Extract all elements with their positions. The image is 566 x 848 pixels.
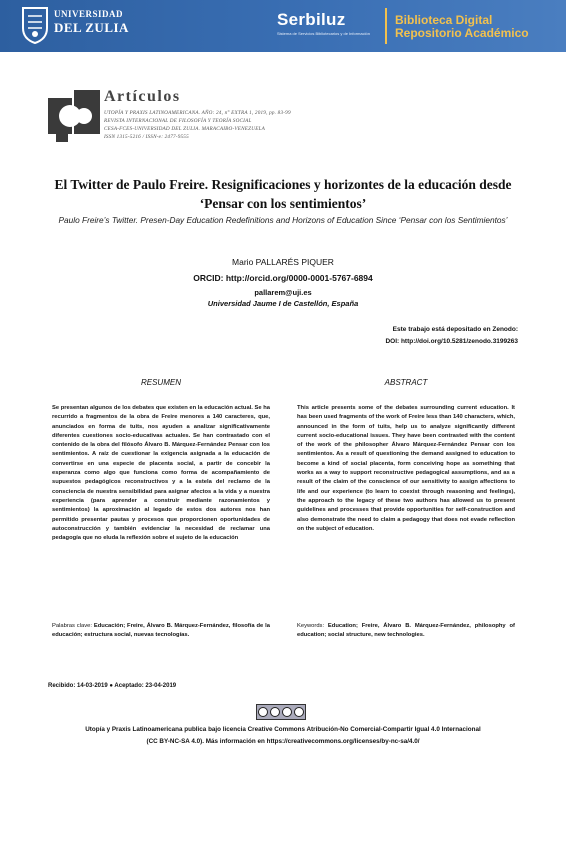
author-institution: Universidad Jaume I de Castellón, España — [207, 299, 359, 308]
article-subtitle: Paulo Freire’s Twitter. Presen-Day Education Redefinitions and Horizons of Education Since ‘Pensar con los Sentimientos’ — [58, 215, 508, 225]
doi-link[interactable]: DOI: http://doi.org/10.5281/zenodo.3199263 — [385, 338, 518, 345]
university-crest-icon — [20, 6, 50, 44]
keywords-text: Education; Freire, Álvaro B. Márquez-Fernández, philosophy of education; social structure, new technologies. — [297, 623, 515, 639]
university-line1: UNIVERSIDAD — [54, 9, 124, 19]
sa-icon — [294, 707, 304, 717]
article-title: El Twitter de Paulo Freire. Resignificaciones y horizontes de la educación desde ‘Pensar con los sentimientos’ — [54, 177, 512, 211]
journal-logo-icon — [48, 90, 100, 142]
deposit-info — [385, 324, 518, 348]
keywords-text: Educación; Freire, Álvaro B. Márquez-Fernández, filosofía de la educación; estructura social, nuevas tecnologías. — [52, 623, 270, 639]
license-line: Utopía y Praxis Latinoamericana publica bajo licencia Creative Commons Atribución-No Comercial-Compartir Igual 4.0 Internacional — [85, 726, 481, 733]
serbiluz-logo — [277, 10, 377, 36]
university-line2: DEL ZULIA — [54, 20, 129, 35]
keywords-label: Palabras clave: — [52, 623, 92, 629]
biblioteca-line1: Biblioteca Digital — [395, 13, 493, 27]
author-name: Mario PALLARÉS PIQUER — [232, 257, 334, 267]
author-email-link[interactable]: pallarem@uji.es — [254, 288, 312, 297]
journal-line: REVISTA INTERNACIONAL DE FILOSOFÍA Y TEORÍA SOCIAL — [104, 118, 252, 124]
by-icon — [270, 707, 280, 717]
journal-line: ISSN 1315-5216 / ISSN-e: 2477-9555 — [104, 134, 189, 140]
serbiluz-name: Serbiluz — [277, 10, 346, 29]
abstract-keywords — [297, 622, 515, 641]
deposit-line: Este trabajo está depositado en Zenodo: — [392, 326, 518, 333]
author-orcid-link[interactable]: ORCID: http://orcid.org/0000-0001-5767-6894 — [193, 273, 373, 283]
creative-commons-icon[interactable] — [256, 704, 306, 720]
journal-line: CESA-FCES-UNIVERSIDAD DEL ZULIA. MARACAIBO-VENEZUELA — [104, 126, 266, 132]
section-title: Artículos — [104, 88, 181, 105]
license-link[interactable]: (CC BY-NC-SA 4.0). Más información en https://creativecommons.org/licenses/by-nc-sa/4.0/ — [146, 738, 420, 745]
journal-line: UTOPÍA Y PRAXIS LATINOAMERICANA. AÑO: 24, n° EXTRA 1, 2019, pp. 83-99 — [104, 110, 291, 116]
resumen-body: Se presentan algunos de los debates que existen en la educación actual. Se ha recurrido a fragmentos de la obra de Freire menores a 140 caracteres, que, anunciados en forma de tuits, nos ayuden a analizar significativamente diferentes cuestiones socio-educativas actuales. Se han contrastado con el contenido de la obra del filósofo Álvaro B. Márquez-Fernández Pensar con los sentimientos. A raíz de cuestionar la exigencia asignada a la educación de convertirse en una especie de placenta social, a partir de concebir la esperanza como algo que funciona como forma de acompañamiento de supuestos pedagógicos reconstructivos y a la estela del reclamo de la consciencia de nuestra sensibilidad para asignar afectos a la vida y a nuestra experiencia (para aprender a construir mediante razonamientos y sentimientos) la aproximación al legado de estos dos autores nos han permitido presentar pautas y procesos que proporcionen oportunidades de autoconstrucción y también evidenciar la necesidad de reclamar una pedagogía que no eluda la reflexión sobre el sujeto de la educación — [52, 405, 270, 542]
license-text — [40, 724, 526, 748]
banner-divider — [385, 8, 387, 44]
resumen-column — [52, 378, 270, 543]
biblioteca-digital-label — [395, 14, 529, 40]
header-banner — [0, 0, 566, 52]
cc-icon — [258, 707, 268, 717]
keywords-label: Keywords: — [297, 623, 325, 629]
abstract-column — [297, 378, 515, 534]
abstract-body: This article presents some of the debates surrounding current education. It has been used fragments of the work of Freire less than 140 characters, which, announced in the form of tuits, help us to analyze significantly different current socio-educational issues. They have been contrasted with the content of the work of the philosopher Álvaro Márquez-Fernández Pensar con los sentimientos. As a result of questioning the demand assigned to education to become a kind of social placenta, form conceiving hope as something that works as a way to support reconstructive pedagogical assumptions, and as a result of the claim of the conscience of our sensitivity to assign affections to life and our experience (to learn to coexist through reasoning and feelings), the approach to the legacy of these two authors has allowed us to present guidelines and processes that provide opportunities for self-construction and also demonstrate the need to claim a pedagogy that does not evade reflection on the subject of education. — [297, 405, 515, 532]
received-accepted-dates: Recibido: 14-03-2019 ● Aceptado: 23-04-2019 — [48, 683, 177, 689]
journal-info — [104, 109, 291, 141]
serbiluz-tagline: Sistema de Servicios Bibliotecarios y de Información — [277, 31, 370, 36]
resumen-keywords — [52, 622, 270, 641]
nc-icon — [282, 707, 292, 717]
resumen-heading: RESUMEN — [140, 378, 181, 387]
biblioteca-line2: Repositorio Académico — [395, 26, 529, 40]
abstract-heading: ABSTRACT — [384, 378, 428, 387]
university-name — [54, 9, 129, 36]
